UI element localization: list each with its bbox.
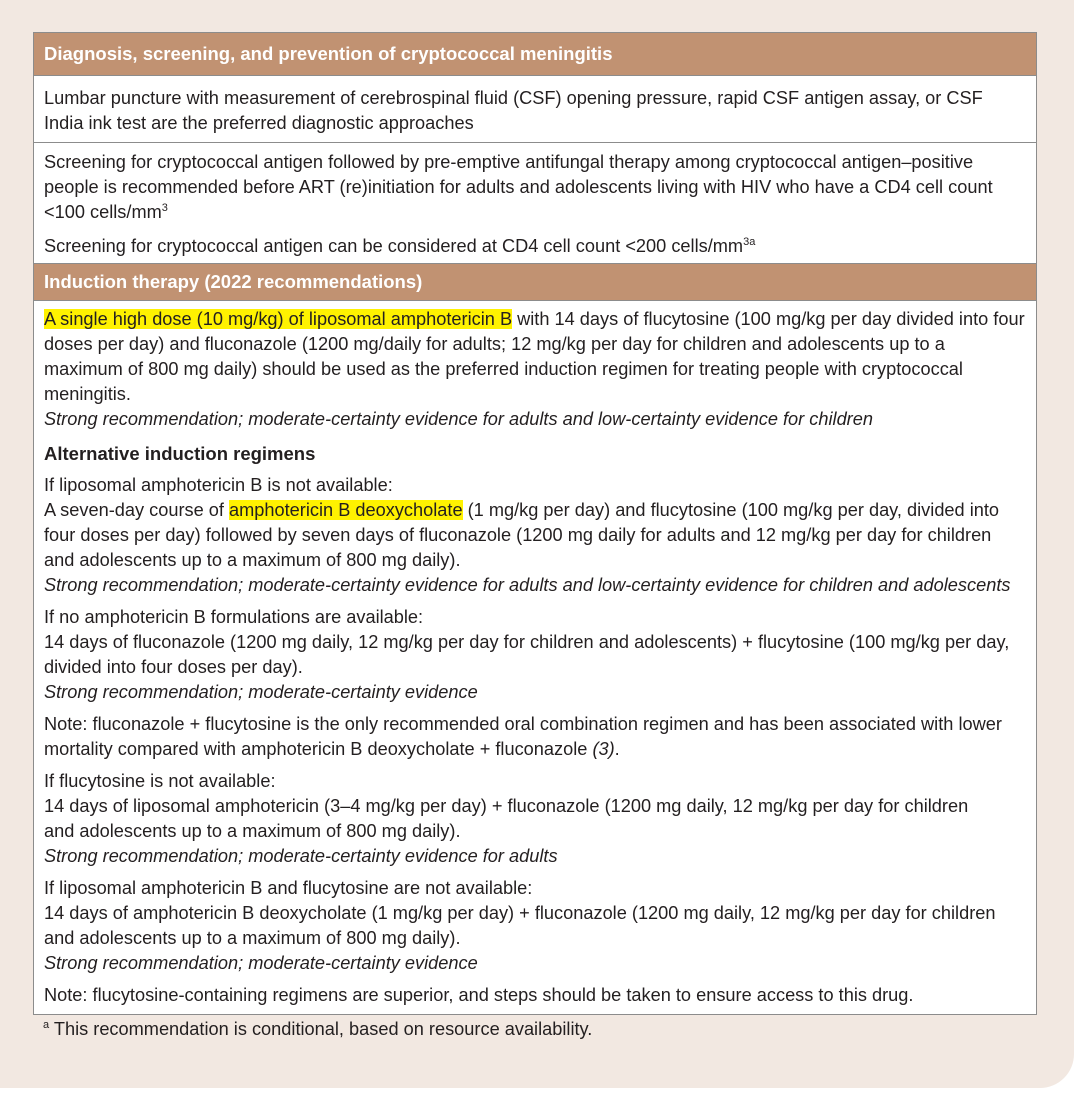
- alternative-regimens-heading: Alternative induction regimens: [44, 443, 316, 464]
- recommendations-table: [33, 32, 1037, 1015]
- note-oral-regimen: Note: fluconazole + flucytosine is the only recommended oral combination regimen and has been associated with lower mortality compared with amphotericin B deoxycholate + fluconazole (3).: [44, 714, 1002, 759]
- alternative-regimen-2: If no amphotericin B formulations are available: 14 days of fluconazole (1200 mg daily, 12 mg/kg per day for children and adolescents) + flucytosine (100 mg/kg per day, divided into four doses per day). Strong recommendation; moderate-certainty evidence: [44, 605, 1026, 705]
- diagnosis-text: Lumbar puncture with measurement of cerebrospinal fluid (CSF) opening pressure, rapid CSF antigen assay, or CSF India ink test are the preferred diagnostic approaches: [44, 88, 983, 133]
- footnote: $^a$ This recommendation is conditional, based on resource availability.: [43, 1018, 593, 1039]
- note-flucytosine: Note: flucytosine-containing regimens are superior, and steps should be taken to ensure access to this drug.: [44, 985, 914, 1005]
- diagnosis-row: [34, 76, 1036, 143]
- citation-reference: (3): [592, 739, 615, 759]
- recommendation-strength: Strong recommendation; moderate-certainty evidence: [44, 953, 478, 973]
- induction-row: [34, 301, 1036, 1014]
- highlighted-text: A single high dose (10 mg/kg) of liposomal amphotericin B: [44, 309, 513, 329]
- screening-text-2: Screening for cryptococcal antigen can be considered at CD4 cell count <200 cells/$mm^{3a}$: [44, 235, 756, 256]
- alternative-regimen-1: If liposomal amphotericin B is not available: A seven-day course of amphotericin B deoxycholate (1 mg/kg per day) and flucytosine (100 mg/kg per day, divided into four doses per day) followed by seven days of fluconazole (1200 mg daily for adults and 12 mg/kg per day for children and adolescents up to a maximum of 800 mg daily). Strong recommendation; moderate-certainty evidence for adults and low-certainty evidence for children and adolescents: [44, 473, 1026, 598]
- highlighted-text: amphotericin B deoxycholate: [229, 500, 463, 520]
- screening-row: [34, 143, 1036, 263]
- alternative-regimen-4: If liposomal amphotericin B and flucytosine are not available: 14 days of amphotericin B deoxycholate (1 mg/kg per day) + fluconazole (1200 mg daily, 12 mg/kg per day for children and adolescents up to a maximum of 800 mg daily). Strong recommendation; moderate-certainty evidence: [44, 876, 1026, 976]
- recommendation-strength: Strong recommendation; moderate-certainty evidence for adults and low-certainty evidence for children and adolescents: [44, 575, 1011, 595]
- alternative-regimen-3: If flucytosine is not available: 14 days of liposomal amphotericin (3–4 mg/kg per day) + fluconazole (1200 mg daily, 12 mg/kg per day for children and adolescents up to a maximum of 800 mg daily). Strong recommendation; moderate-certainty evidence for adults: [44, 769, 1026, 869]
- recommendation-strength: Strong recommendation; moderate-certainty evidence: [44, 682, 478, 702]
- preferred-regimen: A single high dose (10 mg/kg) of liposomal amphotericin B with 14 days of flucytosine (100 mg/kg per day divided into four doses per day) and fluconazole (1200 mg/daily for adults; 12 mg/kg per day for children and adolescents up to a maximum of 800 mg daily) should be used as the preferred induction regimen for treating people with cryptococcal meningitis.: [44, 309, 1025, 404]
- footnote-marker: a: [43, 1018, 50, 1031]
- screening-text-1: Screening for cryptococcal antigen followed by pre-emptive antifungal therapy among cryptococcal antigen–positive people is recommended before ART (re)initiation for adults and adolescents living with HIV who have a CD4 cell count <100 cells/$mm^3$: [44, 152, 993, 222]
- recommendation-strength: Strong recommendation; moderate-certainty evidence for adults and low-certainty evidence for children: [44, 409, 873, 429]
- recommendation-strength: Strong recommendation; moderate-certainty evidence for adults: [44, 846, 558, 866]
- section-header-diagnosis: Diagnosis, screening, and prevention of cryptococcal meningitis: [34, 33, 1036, 76]
- section-header-induction: Induction therapy (2022 recommendations): [34, 263, 1036, 301]
